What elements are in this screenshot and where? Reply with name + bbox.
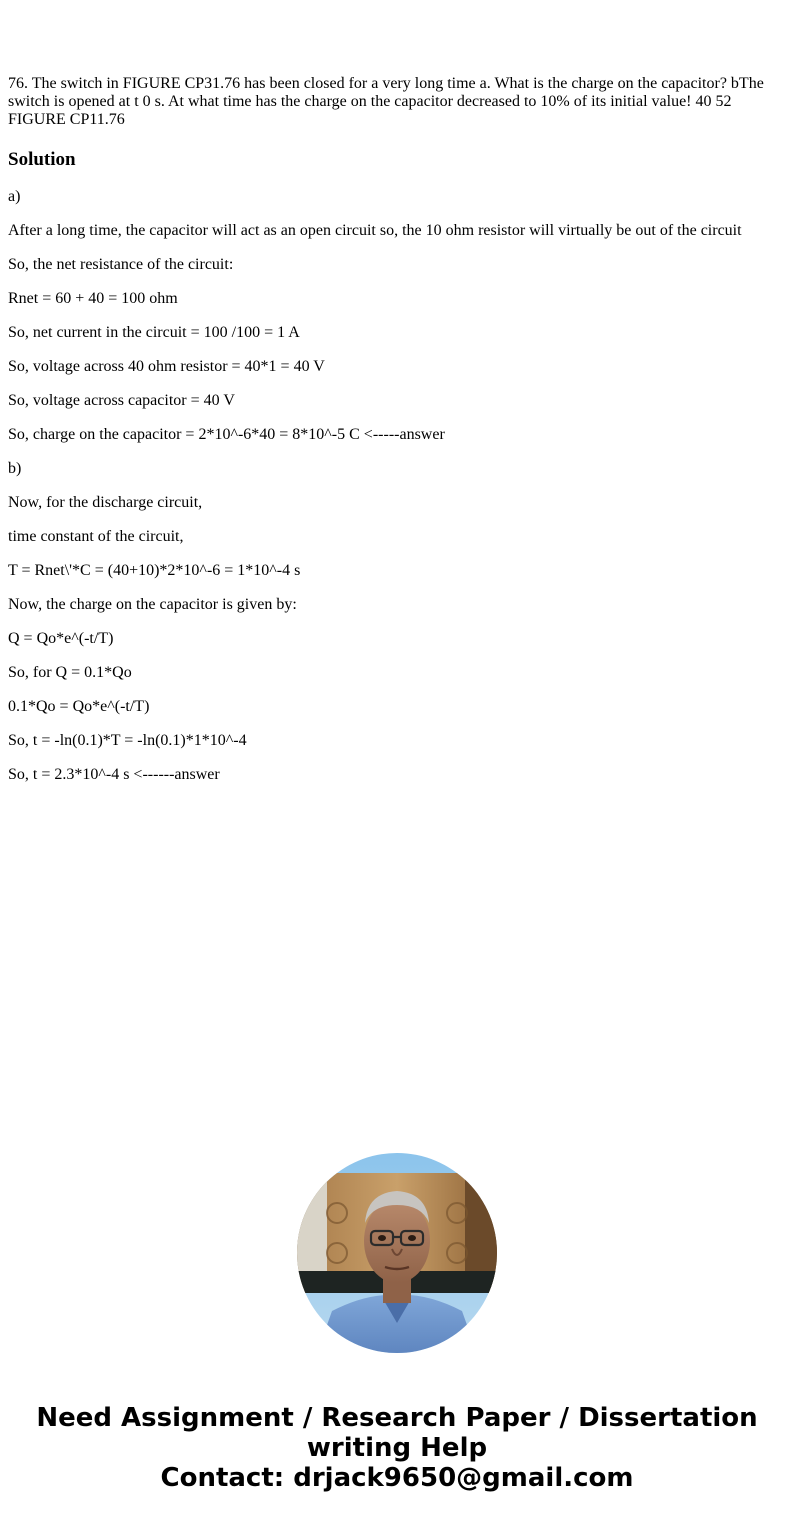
author-avatar (297, 1153, 497, 1353)
solution-step: Rnet = 60 + 40 = 100 ohm (8, 290, 178, 307)
solution-step: So, voltage across 40 ohm resistor = 40*1 = 40 V (8, 358, 325, 375)
footer-line: Need Assignment / Research Paper / Dissertation (36, 1403, 758, 1433)
solution-step: time constant of the circuit, (8, 528, 184, 545)
solution-step: T = Rnet\'*C = (40+10)*2*10^-6 = 1*10^-4 s (8, 562, 301, 579)
solution-step: Q = Qo*e^(-t/T) (8, 630, 114, 647)
solution-step: b) (8, 460, 22, 477)
solution-step: Now, the charge on the capacitor is given by: (8, 596, 297, 613)
solution-step: So, the net resistance of the circuit: (8, 256, 234, 273)
main-content (8, 75, 786, 800)
footer-contact: Contact: drjack9650@gmail.com (160, 1463, 634, 1493)
footer-banner (0, 1403, 794, 1493)
footer-line: writing Help (306, 1433, 488, 1463)
solution-step: So, net current in the circuit = 100 /100 = 1 A (8, 324, 300, 341)
solution-step: So, t = 2.3*10^-4 s <------answer (8, 766, 220, 783)
solution-step: So, for Q = 0.1*Qo (8, 664, 132, 681)
solution-step: After a long time, the capacitor will act as an open circuit so, the 10 ohm resistor will virtually be out of the circuit (8, 222, 742, 239)
solution-step: So, t = -ln(0.1)*T = -ln(0.1)*1*10^-4 (8, 732, 247, 749)
solution-step: 0.1*Qo = Qo*e^(-t/T) (8, 698, 150, 715)
solution-step: So, charge on the capacitor = 2*10^-6*40 = 8*10^-5 C <-----answer (8, 426, 445, 443)
solution-step: a) (8, 188, 21, 205)
solution-step: So, voltage across capacitor = 40 V (8, 392, 235, 409)
solution-steps (8, 188, 786, 784)
question-text: 76. The switch in FIGURE CP31.76 has been closed for a very long time a. What is the charge on the capacitor? bThe switch is opened at t 0 s. At what time has the charge on the capacitor decreased to 10% of its initial value! 40 52 FIGURE CP11.76 (8, 75, 764, 128)
person-photo-icon (297, 1153, 497, 1353)
solution-heading: Solution (8, 149, 76, 170)
solution-step: Now, for the discharge circuit, (8, 494, 203, 511)
